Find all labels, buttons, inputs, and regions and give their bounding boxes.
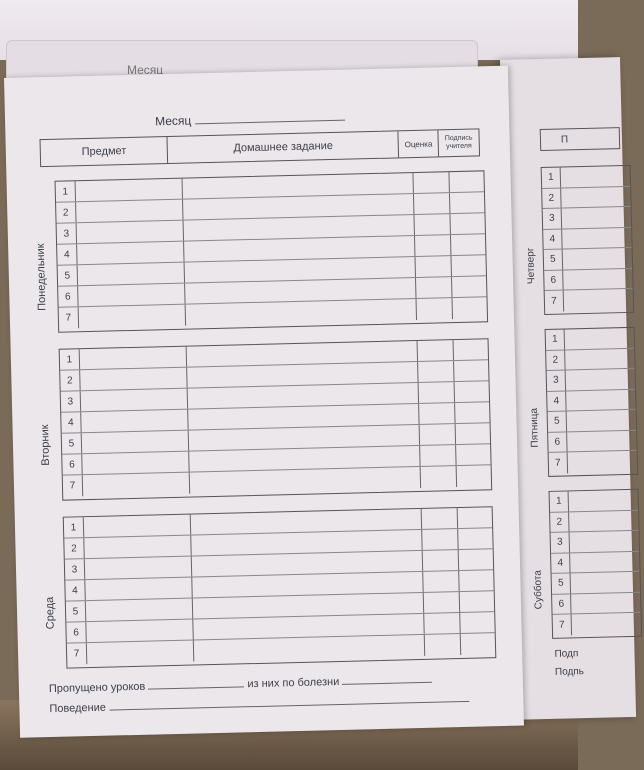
table-row bbox=[544, 248, 632, 271]
table-row bbox=[542, 166, 630, 189]
table-row bbox=[548, 410, 636, 433]
subject-cell bbox=[84, 515, 192, 538]
day-block-saturday bbox=[527, 489, 641, 640]
row-number: 5 bbox=[544, 250, 563, 270]
signature-cell bbox=[456, 423, 490, 444]
day-label-friday bbox=[523, 329, 547, 477]
grade-cell bbox=[416, 277, 452, 298]
row-number: 6 bbox=[62, 454, 82, 474]
row-number: 5 bbox=[66, 601, 86, 621]
table-row bbox=[549, 451, 637, 474]
table-row bbox=[547, 389, 635, 412]
subject-cell bbox=[76, 200, 184, 223]
row-number: 1 bbox=[542, 168, 561, 188]
day-label-monday bbox=[29, 181, 55, 333]
row-number: 5 bbox=[62, 433, 82, 453]
grade-cell bbox=[422, 529, 458, 550]
day-block-thursday bbox=[519, 165, 633, 316]
subject-cell bbox=[81, 410, 189, 433]
row-number: 2 bbox=[542, 188, 561, 208]
left-page bbox=[4, 66, 524, 738]
signature-cell bbox=[456, 444, 490, 465]
subject-cell bbox=[86, 599, 194, 622]
behavior-field bbox=[49, 693, 469, 715]
day-label-thursday bbox=[519, 167, 543, 315]
right-footer-signature-1: Подп bbox=[554, 648, 579, 660]
sick-lessons-line bbox=[342, 682, 432, 685]
table-row bbox=[550, 490, 638, 513]
subject-cell bbox=[77, 242, 185, 265]
signature-cell bbox=[453, 297, 487, 319]
subject-cell bbox=[80, 368, 188, 391]
row-number: 3 bbox=[543, 209, 562, 229]
signature-cell bbox=[452, 276, 486, 297]
day-table-friday bbox=[545, 327, 639, 477]
row-number: 4 bbox=[547, 391, 566, 411]
table-row bbox=[551, 531, 639, 554]
day-block-wednesday bbox=[43, 506, 497, 669]
row-number: 4 bbox=[543, 229, 562, 249]
grade-cell bbox=[417, 298, 453, 320]
row-number: 3 bbox=[551, 532, 570, 552]
row-number: 2 bbox=[546, 350, 565, 370]
signature-cell bbox=[451, 213, 485, 234]
month-field bbox=[155, 110, 345, 129]
grade-cell bbox=[418, 361, 454, 382]
previous-page-month-label: Месяц bbox=[127, 63, 164, 77]
grade-cell bbox=[414, 193, 450, 214]
day-table-monday bbox=[55, 170, 489, 332]
day-label-text: Среда bbox=[43, 596, 57, 630]
grade-cell bbox=[424, 571, 460, 592]
row-number: 1 bbox=[56, 181, 76, 201]
row-number: 3 bbox=[65, 559, 85, 579]
missed-lessons-label: Пропущено уроков bbox=[48, 680, 146, 696]
signature-cell bbox=[459, 570, 493, 591]
row-number: 7 bbox=[63, 475, 83, 496]
table-row bbox=[547, 369, 635, 392]
signature-cell bbox=[461, 633, 495, 655]
signature-cell bbox=[452, 255, 486, 276]
grade-cell bbox=[420, 445, 456, 466]
row-number: 7 bbox=[67, 643, 87, 664]
day-block-friday bbox=[523, 327, 637, 478]
table-row bbox=[552, 572, 640, 595]
homework-cell bbox=[194, 635, 425, 662]
grade-cell bbox=[419, 403, 455, 424]
table-row bbox=[551, 551, 639, 574]
subject-cell bbox=[78, 263, 186, 286]
right-header-text: П bbox=[560, 133, 569, 146]
missed-lessons-line bbox=[148, 686, 244, 689]
behavior-label: Поведение bbox=[49, 701, 107, 716]
row-number: 6 bbox=[552, 594, 571, 614]
row-number: 5 bbox=[58, 265, 78, 285]
subject-cell bbox=[85, 557, 193, 580]
subject-cell bbox=[76, 221, 184, 244]
subject-cell bbox=[79, 305, 187, 329]
row-number: 5 bbox=[548, 411, 567, 431]
grade-cell bbox=[416, 256, 452, 277]
signature-cell bbox=[451, 234, 485, 255]
day-table-tuesday bbox=[59, 338, 493, 500]
day-label-text: Понедельник bbox=[35, 243, 49, 311]
table-row bbox=[546, 328, 634, 351]
grade-cell bbox=[421, 466, 457, 488]
table-row bbox=[546, 348, 634, 371]
day-label-wednesday bbox=[37, 517, 63, 669]
month-label: Месяц bbox=[154, 113, 192, 129]
grade-cell bbox=[414, 172, 450, 193]
day-label-text: Суббота bbox=[532, 569, 545, 610]
table-row bbox=[552, 592, 640, 615]
row-number: 1 bbox=[550, 491, 569, 511]
table-row bbox=[548, 430, 636, 453]
missed-lessons-field bbox=[49, 674, 433, 695]
grade-cell bbox=[415, 214, 451, 235]
row-number: 1 bbox=[64, 517, 84, 537]
subject-cell bbox=[85, 578, 193, 601]
day-table-saturday bbox=[549, 489, 643, 639]
signature-cell bbox=[457, 465, 491, 487]
row-number: 5 bbox=[552, 573, 571, 593]
row-number: 7 bbox=[553, 614, 572, 635]
right-page-header bbox=[540, 127, 621, 151]
row-number: 7 bbox=[549, 452, 568, 473]
homework-cell bbox=[190, 467, 421, 494]
subject-cell bbox=[78, 284, 186, 307]
day-table-thursday bbox=[541, 165, 635, 315]
row-number: 1 bbox=[60, 349, 80, 369]
table-row bbox=[543, 207, 631, 230]
signature-cell bbox=[454, 360, 488, 381]
signature-cell bbox=[455, 402, 489, 423]
subject-cell bbox=[82, 452, 190, 475]
row-number: 3 bbox=[57, 223, 77, 243]
grade-cell bbox=[424, 592, 460, 613]
row-number: 3 bbox=[547, 370, 566, 390]
signature-cell bbox=[455, 381, 489, 402]
row-number: 1 bbox=[546, 330, 565, 350]
signature-cell bbox=[460, 591, 494, 612]
row-number: 2 bbox=[60, 370, 80, 390]
row-number: 2 bbox=[550, 512, 569, 532]
day-label-saturday bbox=[527, 491, 551, 639]
grade-cell bbox=[418, 340, 454, 361]
signature-cell bbox=[458, 507, 492, 528]
row-number: 7 bbox=[545, 291, 564, 312]
subject-cell bbox=[81, 389, 189, 412]
row-number: 3 bbox=[61, 391, 81, 411]
signature-cell bbox=[459, 549, 493, 570]
subject-cell bbox=[86, 620, 194, 643]
day-label-tuesday bbox=[33, 349, 59, 501]
table-row bbox=[544, 268, 632, 291]
behavior-line bbox=[109, 701, 469, 711]
day-block-tuesday bbox=[39, 338, 493, 501]
subject-cell bbox=[82, 431, 190, 454]
signature-cell bbox=[458, 528, 492, 549]
row-number: 4 bbox=[65, 580, 85, 600]
grade-cell bbox=[425, 634, 461, 656]
header-subject: Предмет bbox=[41, 137, 169, 166]
day-label-text: Четверг bbox=[525, 247, 537, 285]
row-number: 2 bbox=[56, 202, 76, 222]
subject-cell bbox=[83, 473, 191, 497]
signature-cell bbox=[450, 192, 484, 213]
row-number: 7 bbox=[59, 307, 79, 328]
row-number: 4 bbox=[551, 553, 570, 573]
subject-cell bbox=[87, 641, 195, 665]
row-number: 2 bbox=[64, 538, 84, 558]
day-label-text: Пятница bbox=[529, 407, 541, 448]
table-row bbox=[542, 186, 630, 209]
signature-cell bbox=[454, 339, 488, 360]
table-row bbox=[543, 227, 631, 250]
signature-cell bbox=[450, 171, 484, 192]
day-table-wednesday bbox=[63, 506, 497, 668]
row-number: 4 bbox=[61, 412, 81, 432]
row-number: 6 bbox=[548, 432, 567, 452]
subject-cell bbox=[75, 179, 183, 202]
grade-cell bbox=[425, 613, 461, 634]
row-number: 6 bbox=[66, 622, 86, 642]
day-label-text: Вторник bbox=[39, 424, 53, 466]
row-number: 6 bbox=[544, 270, 563, 290]
day-block-monday bbox=[35, 170, 489, 333]
table-row bbox=[553, 613, 641, 636]
signature-cell bbox=[460, 612, 494, 633]
grade-cell bbox=[419, 382, 455, 403]
sick-lessons-label: из них по болезни bbox=[247, 675, 340, 691]
grade-cell bbox=[423, 550, 459, 571]
header-grade: Оценка bbox=[399, 130, 439, 157]
month-line bbox=[195, 120, 345, 125]
header-table bbox=[40, 128, 481, 167]
row-number: 4 bbox=[57, 244, 77, 264]
grade-cell bbox=[415, 235, 451, 256]
grade-cell bbox=[422, 508, 458, 529]
right-footer-signature-2: Подпь bbox=[554, 666, 585, 678]
row-number: 6 bbox=[58, 286, 78, 306]
subject-cell bbox=[80, 347, 188, 370]
table-row bbox=[550, 510, 638, 533]
homework-cell bbox=[186, 299, 417, 326]
header-signature: Подпись учителя bbox=[444, 134, 473, 151]
subject-cell bbox=[84, 536, 192, 559]
grade-cell bbox=[420, 424, 456, 445]
table-row bbox=[545, 289, 633, 312]
header-homework: Домашнее задание bbox=[168, 131, 400, 163]
